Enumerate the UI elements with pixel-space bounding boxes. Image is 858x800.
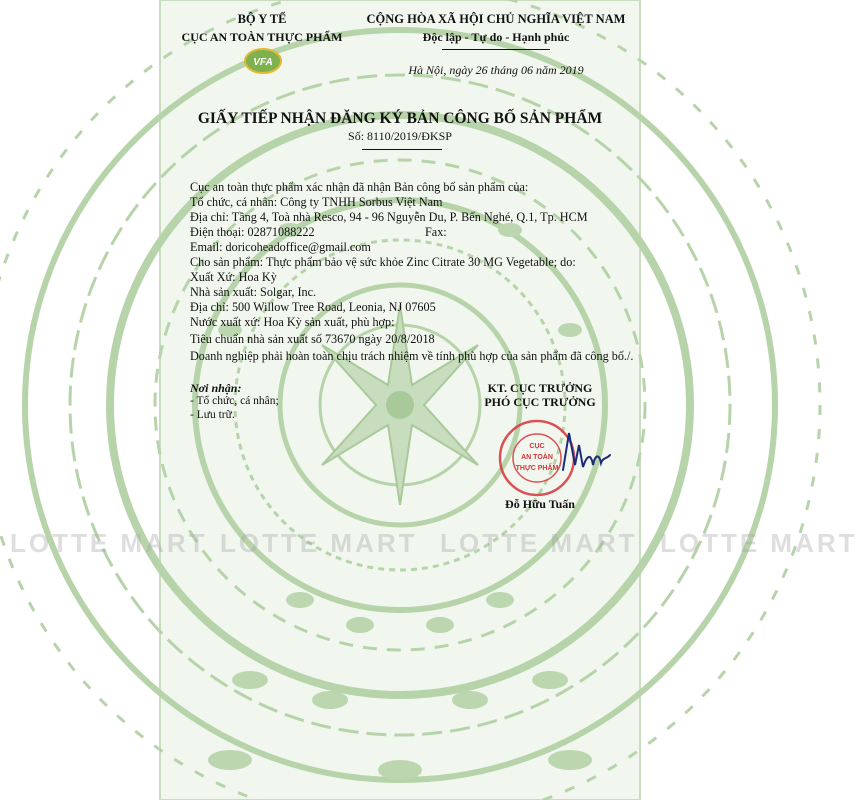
watermark-text: LOTTE MART	[10, 528, 208, 558]
body-line: Địa chỉ: 500 Willow Tree Road, Leonia, NJ 07605	[190, 300, 436, 314]
signer-role-1: KT. CỤC TRƯỞNG	[487, 381, 593, 395]
ministry-name: BỘ Y TẾ	[237, 12, 287, 26]
body-line: Nhà sản xuất: Solgar, Inc.	[190, 285, 317, 299]
svg-text:AN TOÀN: AN TOÀN	[521, 454, 553, 461]
body-line: Điện thoại: 02871088222	[190, 225, 315, 239]
body-line: Email: doricoheadoffice@gmail.com	[190, 240, 371, 254]
handwritten-signature	[555, 425, 615, 485]
body-line: Địa chỉ: Tầng 4, Toà nhà Resco, 94 - 96 Nguyễn Du, P. Bến Nghé, Q.1, Tp. HCM	[190, 210, 588, 224]
department-name: CỤC AN TOÀN THỰC PHẨM	[181, 30, 343, 44]
signer-name: Đỗ Hữu Tuấn	[505, 497, 575, 511]
body-line: Tiêu chuẩn nhà sản xuất số 73670 ngày 20/8/2018	[190, 332, 435, 346]
body-line: Cho sản phẩm: Thực phẩm bảo vệ sức khỏe Zinc Citrate 30 MG Vegetable; do:	[190, 255, 576, 269]
body-line: Cục an toàn thực phẩm xác nhận đã nhận Bản công bố sản phẩm của:	[190, 180, 529, 194]
recipient-item: - Lưu trữ.	[190, 409, 235, 421]
svg-text:VFA: VFA	[253, 57, 273, 68]
watermark-text: LOTTE MART	[220, 528, 418, 558]
watermark-text: LOTTE MART	[660, 528, 858, 558]
fax-label: Fax:	[425, 225, 447, 239]
recipients-heading: Nơi nhận:	[190, 381, 242, 395]
recipient-item: - Tổ chức, cá nhân;	[190, 395, 279, 407]
body-line: Tổ chức, cá nhân: Công ty TNHH Sorbus Việt Nam	[190, 195, 443, 209]
document-title: GIẤY TIẾP NHẬN ĐĂNG KÝ BẢN CÔNG BỐ SẢN PHẨM	[197, 110, 603, 127]
document-number: Số: 8110/2019/ĐKSP	[348, 129, 452, 143]
body-line: Xuất Xứ: Hoa Kỳ	[190, 270, 277, 284]
vfa-logo	[244, 48, 282, 74]
motto-underline	[442, 49, 550, 50]
watermark-text: LOTTE MART	[440, 528, 638, 558]
svg-text:CỤC: CỤC	[529, 443, 545, 450]
body-line: Nước xuất xứ: Hoa Kỳ sản xuất, phù hợp:	[190, 315, 395, 329]
place-date: Hà Nội, ngày 26 tháng 06 năm 2019	[408, 63, 584, 77]
body-line: Doanh nghiệp phải hoàn toàn chịu trách nhiệm về tính phù hợp của sản phẩm đã công bố./.	[190, 349, 634, 363]
title-underline	[362, 149, 442, 150]
national-motto: Độc lập - Tự do - Hạnh phúc	[422, 30, 570, 44]
svg-text:THỰC PHẨM: THỰC PHẨM	[515, 465, 559, 472]
signer-role-2: PHÓ CỤC TRƯỞNG	[484, 395, 596, 409]
country-name: CỘNG HÒA XÃ HỘI CHỦ NGHĨA VIỆT NAM	[366, 12, 626, 26]
